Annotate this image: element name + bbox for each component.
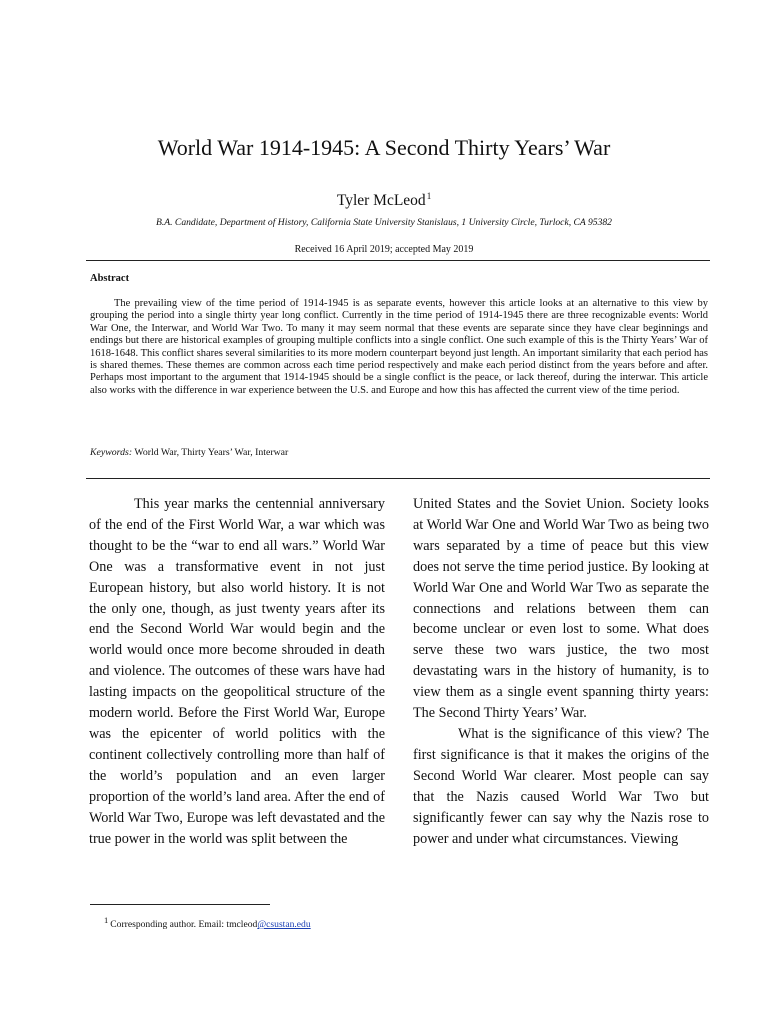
abstract-text: The prevailing view of the time period of 1914-1945 is as separate events, however this article looks at an alternative to this view by grouping the period into a single thirty year long conflict. Currently in the time period of 1914-1945 there are three recognizable events: World War One, the Interwar, and World War Two. To many it may seem normal that these events are separate since they have clear beginnings and endings but there are historical examples of grouping multiple conflicts into a single conflict. One such example of this is the Thirty Years’ War of 1618-1648. This conflict shares several similarities to its more modern counterpart beyond just length. An important similarity that each period has is shared themes. These themes are common across each time period respectively and make each period distinct from the years before and after. Perhaps most important to the argument that 1914-1945 should be a single conflict is the peace, or lack thereof, during the interwar. This article also works with the difference in war experience between the U.S. and Europe and how this has affected the current view of the time period. (90, 298, 708, 396)
body-paragraph-continuation: United States and the Soviet Union. Society looks at World War One and World War Two as being two wars separated by a time of peace but this view does not serve the time period justice. By looking at World War One and World War Two as separate the connections and relations between them can become unclear or even lost to some. What does serve these two wars justice, the two most devastating wars in the history of humanity, is to view them as a single event spanning thirty years: The Second Thirty Years’ War. (413, 496, 709, 722)
footnote-text: Corresponding author. Email: tmcleod (110, 919, 258, 930)
body-paragraph: What is the significance of this view? The first significance is that it makes the origins of the Second World War clearer. Most people can say that the Nazis caused World War Two but significantly fewer can say why the Nazis rose to power and under what circumstances. Viewing (413, 725, 709, 847)
keywords (90, 446, 288, 460)
received-date: Received 16 April 2019; accepted May 2019 (294, 244, 474, 255)
footnote-email-link[interactable]: @csustan.edu (257, 919, 311, 930)
bottom-divider (86, 478, 710, 479)
footnote (104, 913, 311, 932)
footnote-mark: 1 (104, 915, 109, 925)
body-paragraph: This year marks the centennial anniversary of the end of the First World War, a war which was thought to be the “war to end all wars.” World War One was a transformative event in not just European history, but also world history. It is not the only one, though, as just twenty years after its end the Second World War would begin and the world would once more become shrouded in death and violence. The outcomes of these wars have had lasting impacts on the geopolitical structure of the modern world. Before the First World War, Europe was the epicenter of world politics with the continent collectively controlling more than half of the world’s population and an even larger proportion of the world’s land area. After the end of World War Two, Europe was left devastated and the true power in the world was split between the (89, 496, 385, 847)
keywords-label: Keywords: (90, 447, 133, 458)
keywords-values: World War, Thirty Years’ War, Interwar (134, 447, 289, 458)
author-footnote-mark: 1 (426, 191, 432, 201)
body-right-column (413, 494, 709, 849)
paper-title: World War 1914-1945: A Second Thirty Years’ War (157, 135, 611, 160)
author-line (0, 186, 768, 211)
top-divider (86, 260, 710, 261)
footnote-divider (90, 904, 270, 905)
author-affiliation: B.A. Candidate, Department of History, California State University Stanislaus, 1 University Circle, Turlock, CA 95382 (156, 217, 612, 228)
abstract-heading: Abstract (90, 273, 130, 284)
author-name: Tyler McLeod (336, 192, 426, 209)
body-left-column (89, 494, 385, 849)
